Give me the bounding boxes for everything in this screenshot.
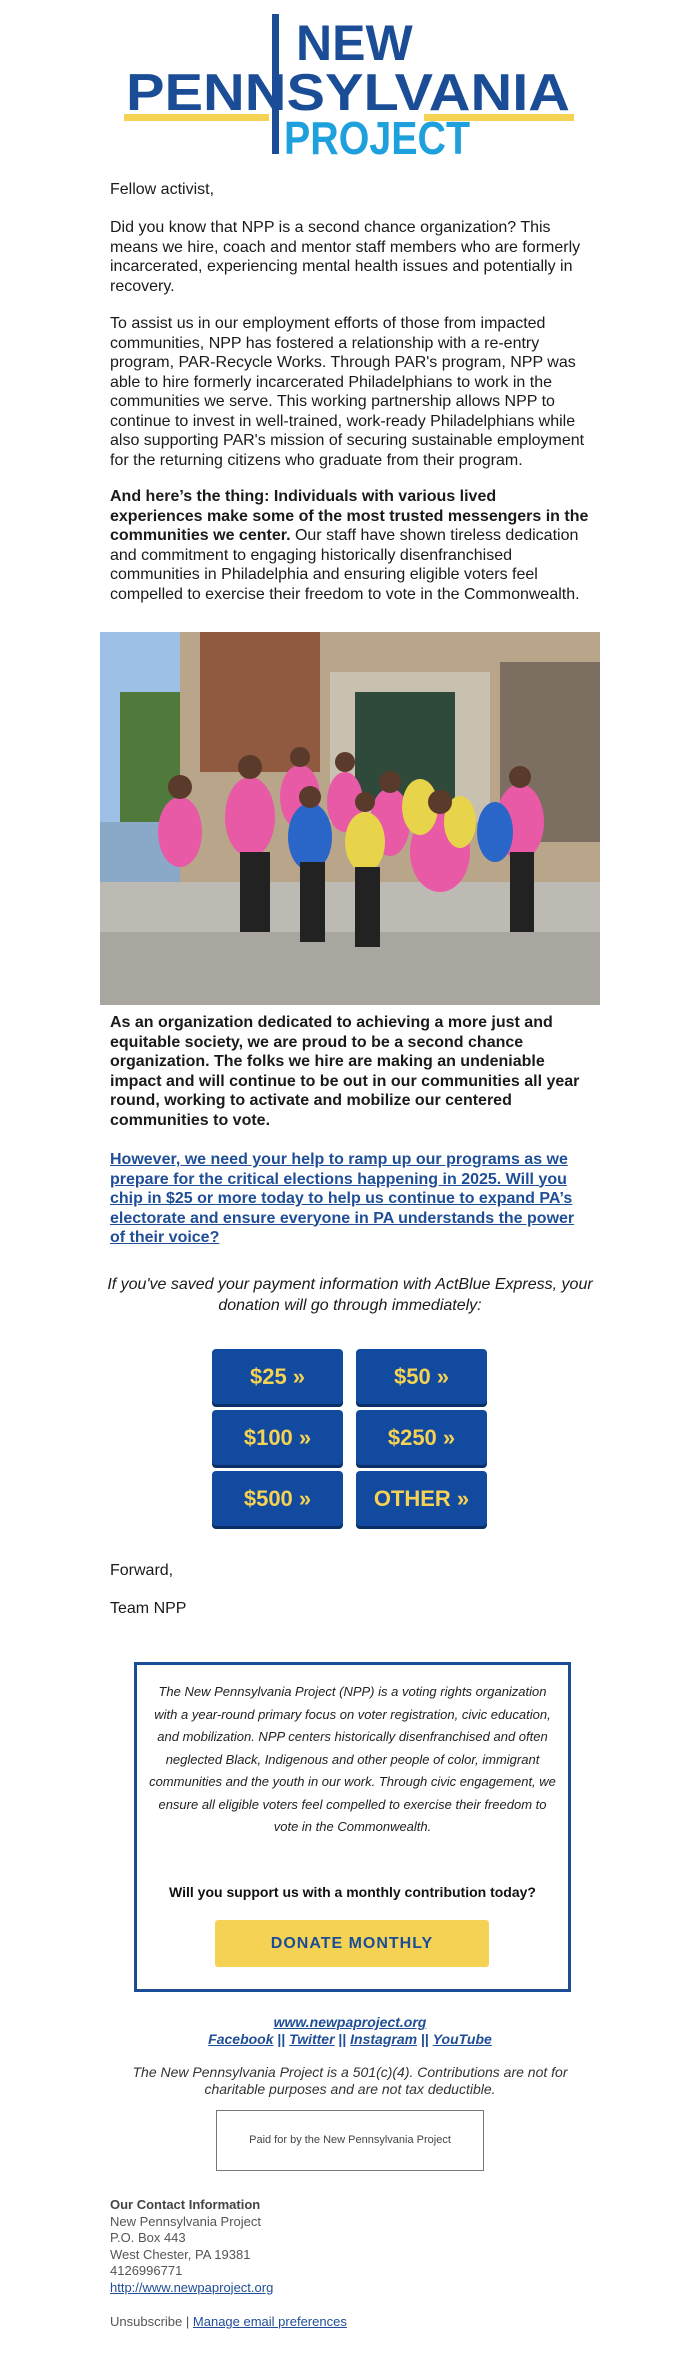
footer-links [100,2014,600,2048]
donate-50-button[interactable]: $50 » [356,1349,487,1404]
paragraph-2: To assist us in our employment efforts of those from impacted communities, NPP has fostered a relationship with a re-entry program, PAR-Recycle Works. Through PAR's program, NPP was able to hire formerly incarcerated Philadelphians to work in the communities we serve. This working partnership allows NPP to continue to invest in well-trained, work-ready Philadelphians while also supporting PAR's mission of securing sustainable employment for the returning citizens who graduate from their program. [110,315,585,469]
about-box [134,1662,571,1992]
donate-100-button[interactable]: $100 » [212,1410,343,1465]
unsubscribe-link[interactable]: Unsubscribe [110,2314,183,2329]
signature: Team NPP [110,1600,187,1617]
greeting: Fellow activist, [110,181,215,198]
instagram-link[interactable]: Instagram [350,2031,418,2047]
donate-250-button[interactable]: $250 » [356,1410,487,1465]
paragraph-3-bold: And here’s the thing: Individuals with various lived experiences make some of the most trusted messengers in the communities we center. [110,488,589,544]
logo-line-pennsylvania: PENNSYLVANIA [126,64,570,122]
paragraph-3 [110,487,590,604]
footer-separator: || [338,2031,347,2047]
donate-25-button[interactable]: $25 » [212,1349,343,1404]
footer-separator: || [277,2031,286,2047]
paragraph-1: Did you know that NPP is a second chance organization? This means we hire, coach and mentor staff members who are formerly incarcerated, experiencing mental health issues and potentially in recovery. [110,219,581,295]
sign-off: Forward, [110,1562,174,1579]
twitter-link[interactable]: Twitter [289,2031,335,2047]
contact-title: Our Contact Information [110,2197,261,2212]
npp-logo[interactable] [124,14,574,160]
contact-line: West Chester, PA 19381 [110,2246,251,2262]
paragraph-3-rest: Our staff have shown tireless dedication and commitment to engaging historically disenfranchised communities in Philadelphia and ensuring eligible voters feel compelled to exercise their freedom to vote in the Commonwealth. [110,527,580,603]
donate-appeal-link[interactable]: However, we need your help to ramp up our programs as we prepare for the critical elections happening in 2025. Will you chip in $25 or more today to help us continue to expand PA’s electorate and ensure everyone in PA understands the power of their voice? [110,1151,575,1246]
website-link[interactable]: www.newpaproject.org [273,2014,427,2030]
donate-500-button[interactable]: $500 » [212,1471,343,1526]
about-text: The New Pennsylvania Project (NPP) is a voting rights organization with a year-round primary focus on voter registration, civic education, and mobilization. NPP centers historically disenfranchised and often neglected Black, Indigenous and other people of color, immigrant communities and the youth in our work. Through civic engagement, we ensure all eligible voters feel compelled to exercise their freedom to vote in the Commonwealth. [149,1684,556,1834]
contact-line: P.O. Box 443 [110,2230,186,2245]
footer-separator: || [420,2031,429,2047]
unsubscribe-row [110,2314,347,2329]
logo-graphic [124,14,574,160]
manage-preferences-link[interactable]: Manage email preferences [192,2314,347,2329]
paid-for-box: Paid for by the New Pennsylvania Project [216,2110,484,2171]
monthly-question: Will you support us with a monthly contribution today? [169,1884,536,1900]
team-photo-image [100,632,600,1005]
tax-disclaimer: The New Pennsylvania Project is a 501(c)(4). Contributions are not for charitable purposes and are not tax deductible. [132,2064,568,2097]
paragraph-4: As an organization dedicated to achieving a more just and equitable society, we are proud to be a second chance organization. The folks we hire are making an undeniable impact and will continue to be out in our communities all year round, working to activate and mobilize our centered communities to vote. [110,1014,580,1129]
actblue-note: If you've saved your payment information with ActBlue Express, your donation will go through immediately: [107,1276,593,1314]
contact-info [110,2197,510,2296]
youtube-link[interactable]: YouTube [432,2031,492,2047]
team-photo [100,632,600,1005]
unsubscribe-separator: | [185,2314,190,2329]
donate-monthly-button[interactable]: DONATE MONTHLY [215,1920,489,1967]
logo-line-new: NEW [296,15,413,71]
donate-other-button[interactable]: OTHER » [356,1471,487,1526]
facebook-link[interactable]: Facebook [208,2031,274,2047]
contact-line: New Pennsylvania Project [110,2213,262,2229]
contact-url-link[interactable]: http://www.newpaproject.org [110,2279,274,2295]
logo-line-project: PROJECT [284,112,470,160]
contact-line: 4126996771 [110,2263,183,2278]
